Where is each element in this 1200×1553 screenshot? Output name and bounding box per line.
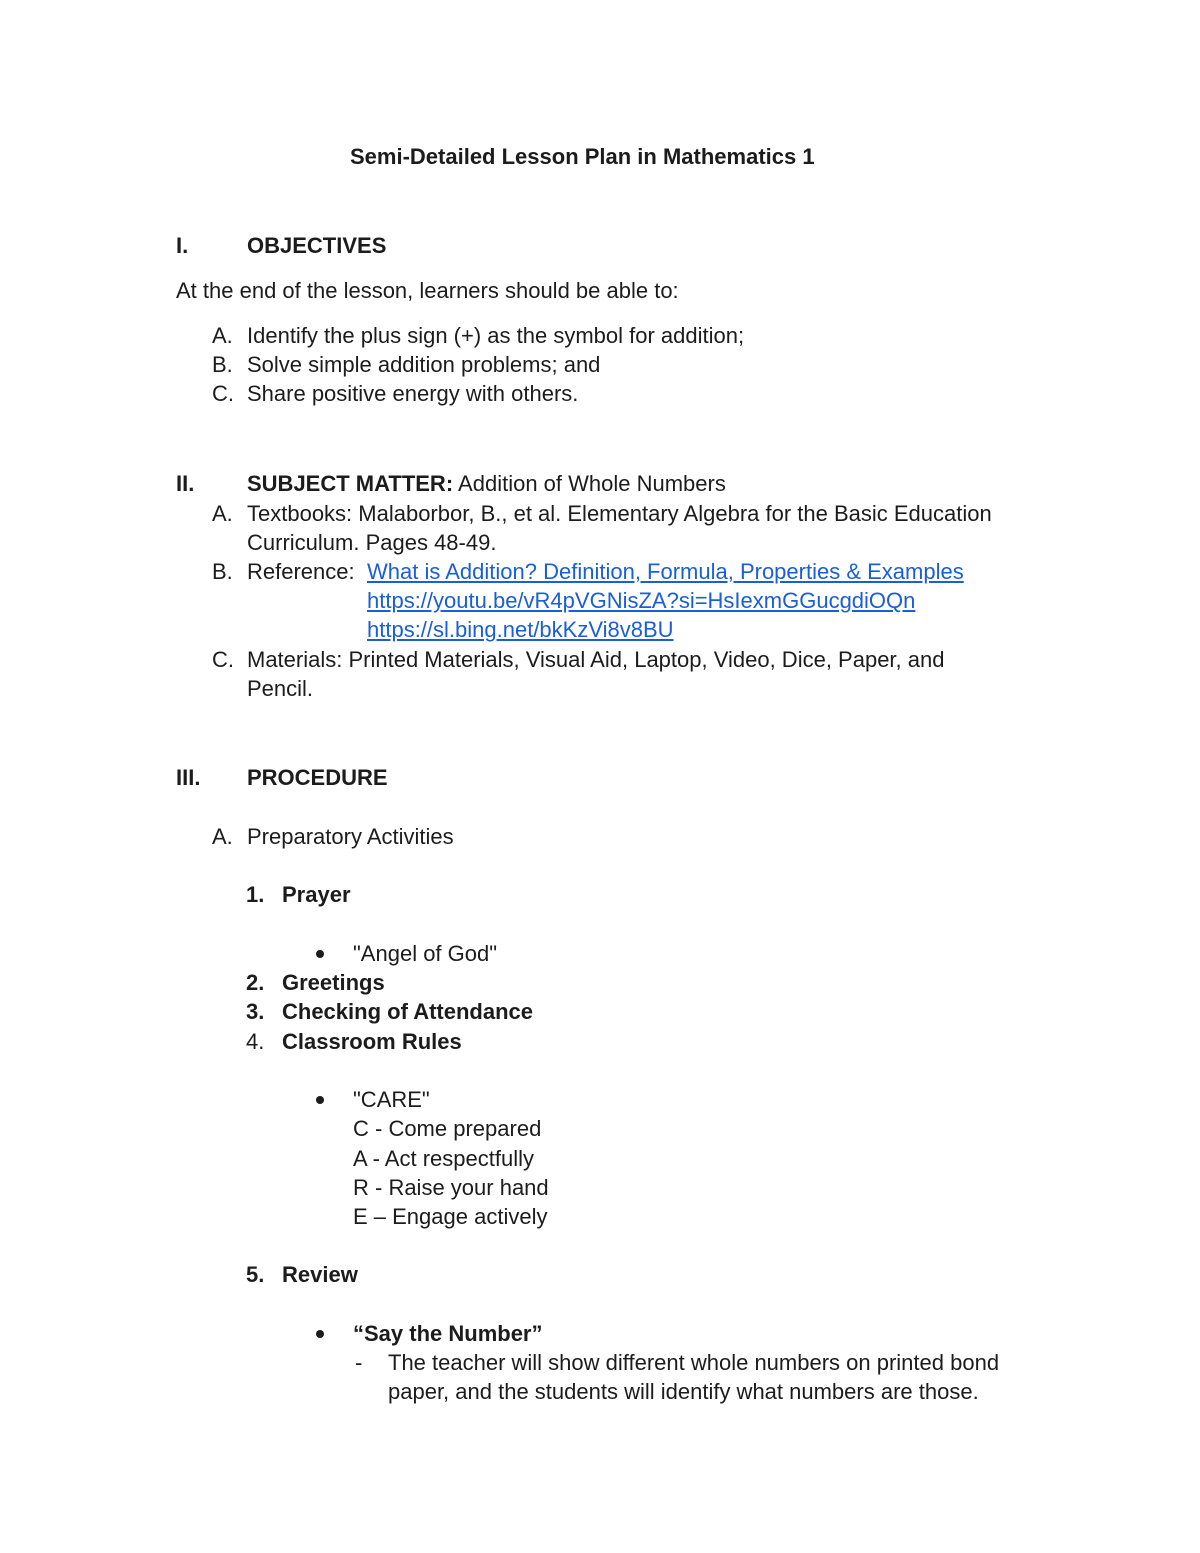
- step-number: 1.: [246, 882, 265, 907]
- objective-text: Share positive energy with others.: [247, 381, 579, 406]
- subject-matter-topic: Addition of Whole Numbers: [453, 471, 726, 496]
- objective-text: Solve simple addition problems; and: [247, 352, 601, 377]
- review-bullet-text: “Say the Number”: [353, 1321, 543, 1346]
- step-number: 2.: [246, 970, 265, 995]
- step-greetings: Greetings: [282, 970, 385, 995]
- textbooks-marker: A.: [212, 501, 233, 526]
- preparatory-activities: Preparatory Activities: [247, 824, 454, 849]
- preparatory-marker: A.: [212, 824, 233, 849]
- rule-line: A - Act respectfully: [353, 1146, 534, 1171]
- rules-bullet-text: "CARE": [353, 1087, 430, 1112]
- textbooks-text: Textbooks: Malaborbor, B., et al. Elementary Algebra for the Basic Education: [247, 501, 992, 526]
- reference-link-article[interactable]: What is Addition? Definition, Formula, Properties & Examples: [367, 559, 964, 584]
- step-number: 3.: [246, 999, 265, 1024]
- step-review: Review: [282, 1262, 358, 1287]
- reference-link-bing[interactable]: https://sl.bing.net/bkKzVi8v8BU: [367, 617, 674, 642]
- materials-text: Materials: Printed Materials, Visual Aid, Laptop, Video, Dice, Paper, and: [247, 647, 945, 672]
- objective-marker: A.: [212, 323, 233, 348]
- bullet-icon: [316, 950, 324, 958]
- review-description: The teacher will show different whole numbers on printed bond: [388, 1350, 1000, 1375]
- subject-matter-line: [247, 469, 726, 498]
- prayer-bullet-text: "Angel of God": [353, 941, 498, 966]
- objective-marker: C.: [212, 381, 234, 406]
- step-attendance: Checking of Attendance: [282, 999, 533, 1024]
- bullet-icon: [316, 1330, 324, 1338]
- section-heading-subject-matter: SUBJECT MATTER:: [247, 471, 454, 496]
- materials-marker: C.: [212, 647, 234, 672]
- reference-link-youtube[interactable]: https://youtu.be/vR4pVGNisZA?si=HsIexmGGucgdiOQn: [367, 588, 916, 613]
- materials-text-continued: Pencil.: [247, 676, 314, 701]
- step-prayer: Prayer: [282, 882, 351, 907]
- section-numeral-objectives: I.: [176, 233, 189, 258]
- rule-line: C - Come prepared: [353, 1116, 542, 1141]
- objective-text: Identify the plus sign (+) as the symbol for addition;: [247, 323, 745, 348]
- step-classroom-rules: Classroom Rules: [282, 1029, 462, 1054]
- step-number: 5.: [246, 1262, 265, 1287]
- rule-line: R - Raise your hand: [353, 1175, 549, 1200]
- objective-marker: B.: [212, 352, 233, 377]
- section-numeral-procedure: III.: [176, 765, 201, 790]
- review-dash: -: [355, 1350, 363, 1375]
- section-numeral-subject-matter: II.: [176, 471, 195, 496]
- textbooks-text-continued: Curriculum. Pages 48-49.: [247, 530, 497, 555]
- reference-label: Reference:: [247, 559, 355, 584]
- page-title: Semi-Detailed Lesson Plan in Mathematics 1: [350, 144, 815, 169]
- objectives-intro: At the end of the lesson, learners should be able to:: [176, 278, 679, 303]
- bullet-icon: [316, 1096, 324, 1104]
- section-heading-procedure: PROCEDURE: [247, 765, 388, 790]
- reference-marker: B.: [212, 559, 233, 584]
- review-description-continued: paper, and the students will identify what numbers are those.: [388, 1379, 979, 1404]
- rule-line: E – Engage actively: [353, 1204, 548, 1229]
- section-heading-objectives: OBJECTIVES: [247, 233, 387, 258]
- step-number: 4.: [246, 1029, 265, 1054]
